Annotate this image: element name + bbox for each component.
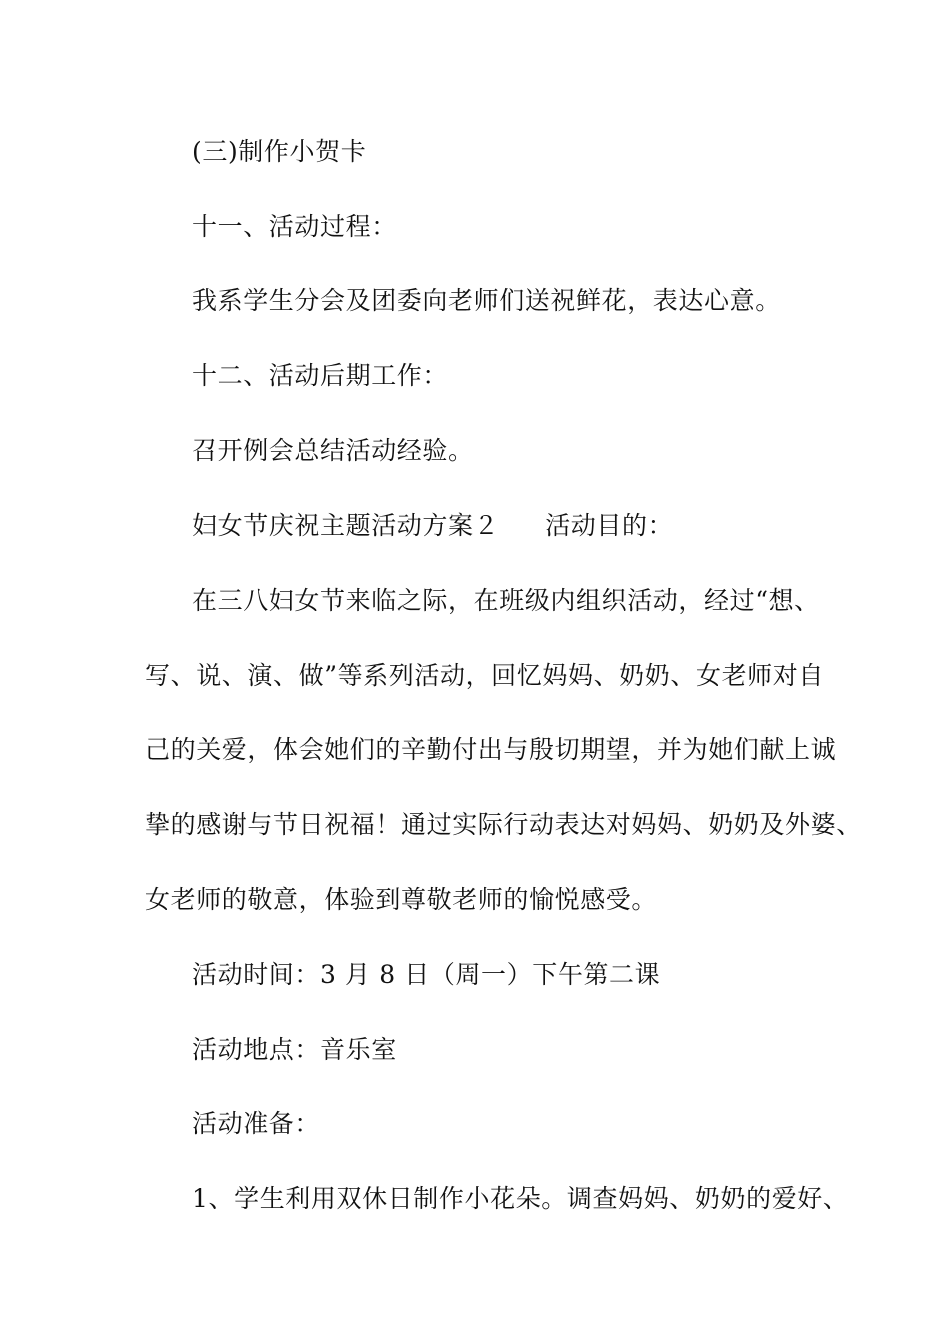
plan-title-line bbox=[192, 510, 673, 542]
plan-title: 妇女节庆祝主题活动方案２ bbox=[192, 511, 500, 540]
section-heading-follow-up: 十二、活动后期工作： bbox=[192, 361, 449, 390]
activity-location: 活动地点：音乐室 bbox=[192, 1035, 397, 1064]
paragraph-process: 我系学生分会及团委向老师们送祝鲜花，表达心意。 bbox=[192, 286, 781, 315]
paragraph-goal-line-2: 写、说、演、做”等系列活动，回忆妈妈、奶奶、女老师对自 bbox=[145, 661, 824, 690]
subsection-heading-greeting-card: (三)制作小贺卡 bbox=[192, 137, 367, 166]
section-heading-activity-process: 十一、活动过程： bbox=[192, 212, 397, 241]
activity-goal-heading: 活动目的： bbox=[545, 511, 674, 540]
paragraph-goal-line-3: 己的关爱，体会她们的辛勤付出与殷切期望，并为她们献上诚 bbox=[145, 735, 837, 764]
paragraph-goal-line-5: 女老师的敬意，体验到尊敬老师的愉悦感受。 bbox=[145, 885, 658, 914]
paragraph-goal-line-4: 挚的感谢与节日祝福！通过实际行动表达对妈妈、奶奶及外婆、 bbox=[145, 810, 862, 839]
activity-time: 活动时间：3 月 8 日（周一）下午第二课 bbox=[192, 960, 661, 989]
preparation-item-1: 1、学生利用双休日制作小花朵。调查妈妈、奶奶的爱好、 bbox=[192, 1184, 849, 1213]
paragraph-follow-up: 召开例会总结活动经验。 bbox=[192, 436, 474, 465]
activity-preparation-heading: 活动准备： bbox=[192, 1109, 321, 1138]
paragraph-goal-line-1: 在三八妇女节来临之际，在班级内组织活动，经过“想、 bbox=[192, 586, 820, 615]
